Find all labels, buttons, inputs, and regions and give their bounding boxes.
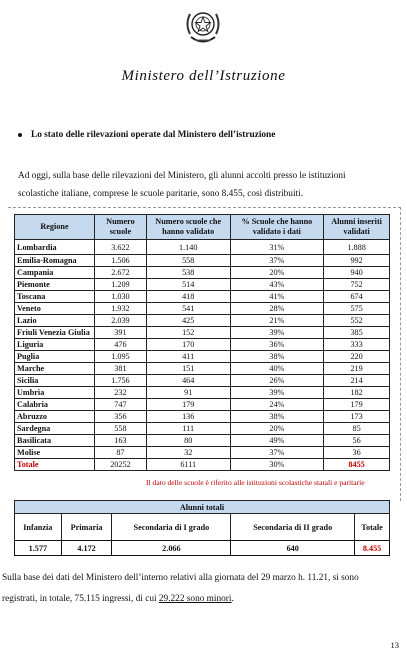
cell-alunni: 1.888 bbox=[324, 240, 390, 255]
cell-validato: 151 bbox=[146, 363, 230, 375]
cell-region: Calabria bbox=[15, 399, 95, 411]
totals-title: Alunni totali bbox=[15, 501, 390, 514]
intro-line-2: scolastiche italiane, comprese le scuole paritarie, sono 8.455, così distribuiti. bbox=[18, 189, 304, 199]
table-row bbox=[15, 399, 390, 411]
cell-validato: 111 bbox=[146, 423, 230, 435]
totals-value-primaria: 4.172 bbox=[61, 541, 112, 556]
cell-validato: 411 bbox=[146, 351, 230, 363]
cell-percentuale: 49% bbox=[230, 435, 324, 447]
totals-header-primaria: Primaria bbox=[61, 514, 112, 541]
cell-scuole: 87 bbox=[94, 447, 146, 459]
cell-percentuale: 37% bbox=[230, 255, 324, 267]
cell-validato: 136 bbox=[146, 411, 230, 423]
cell-alunni: 333 bbox=[324, 339, 390, 351]
table-row bbox=[15, 387, 390, 399]
table-row bbox=[15, 363, 390, 375]
cell-percentuale: 21% bbox=[230, 315, 324, 327]
cell-percentuale: 38% bbox=[230, 411, 324, 423]
cell-scuole: 476 bbox=[94, 339, 146, 351]
table-row bbox=[15, 447, 390, 459]
table-row bbox=[15, 339, 390, 351]
cell-region: Lombardia bbox=[15, 240, 95, 255]
cell-scuole: 3.622 bbox=[94, 240, 146, 255]
cell-scuole: 1.506 bbox=[94, 255, 146, 267]
cell-percentuale: 26% bbox=[230, 375, 324, 387]
cell-region: Emilia-Romagna bbox=[15, 255, 95, 267]
cell-alunni: 179 bbox=[324, 399, 390, 411]
cell-region: Veneto bbox=[15, 303, 95, 315]
cell-validato: 80 bbox=[146, 435, 230, 447]
cell-alunni: 992 bbox=[324, 255, 390, 267]
cell-percentuale: 20% bbox=[230, 423, 324, 435]
cell-alunni: 56 bbox=[324, 435, 390, 447]
cell-alunni: 674 bbox=[324, 291, 390, 303]
cell-percentuale: 36% bbox=[230, 339, 324, 351]
cell-scuole: 2.672 bbox=[94, 267, 146, 279]
cell-scuole: 1.030 bbox=[94, 291, 146, 303]
cell-alunni: 219 bbox=[324, 363, 390, 375]
cell-alunni: 220 bbox=[324, 351, 390, 363]
cell-alunni: 36 bbox=[324, 447, 390, 459]
section-heading bbox=[18, 130, 275, 140]
cell-region: Abruzzo bbox=[15, 411, 95, 423]
cell-validato: 514 bbox=[146, 279, 230, 291]
table-total-row bbox=[15, 459, 390, 471]
cell-scuole: 356 bbox=[94, 411, 146, 423]
cell-scuole: 2.039 bbox=[94, 315, 146, 327]
cell-alunni: 182 bbox=[324, 387, 390, 399]
table-row bbox=[15, 411, 390, 423]
col-header-scuole-validato: Numero scuole che hanno validato bbox=[146, 215, 230, 240]
cell-region: Puglia bbox=[15, 351, 95, 363]
cell-validato: 538 bbox=[146, 267, 230, 279]
total-scuole: 20252 bbox=[94, 459, 146, 471]
totals-value-secondaria-2: 640 bbox=[231, 541, 355, 556]
col-header-regione: Regione bbox=[15, 215, 95, 240]
cell-validato: 558 bbox=[146, 255, 230, 267]
cell-region: Sardegna bbox=[15, 423, 95, 435]
table-header-row bbox=[15, 215, 390, 240]
closing-minors-count: 29.222 sono minori bbox=[158, 594, 232, 604]
cell-region: Molise bbox=[15, 447, 95, 459]
cell-percentuale: 41% bbox=[230, 291, 324, 303]
closing-line-2 bbox=[2, 589, 405, 610]
bullet-icon bbox=[18, 133, 22, 137]
cell-percentuale: 39% bbox=[230, 387, 324, 399]
cell-alunni: 85 bbox=[324, 423, 390, 435]
cell-percentuale: 37% bbox=[230, 447, 324, 459]
intro-paragraph bbox=[18, 167, 393, 203]
closing-line-2-post: . bbox=[231, 594, 234, 604]
totals-value-secondaria-1: 2.066 bbox=[112, 541, 231, 556]
col-header-alunni: Alunni inseriti validati bbox=[324, 215, 390, 240]
cell-percentuale: 20% bbox=[230, 267, 324, 279]
cell-scuole: 232 bbox=[94, 387, 146, 399]
cell-region: Umbria bbox=[15, 387, 95, 399]
cell-alunni: 385 bbox=[324, 327, 390, 339]
cell-validato: 170 bbox=[146, 339, 230, 351]
table-row bbox=[15, 303, 390, 315]
total-validato: 6111 bbox=[146, 459, 230, 471]
table-row bbox=[15, 327, 390, 339]
cell-alunni: 552 bbox=[324, 315, 390, 327]
cell-percentuale: 43% bbox=[230, 279, 324, 291]
cell-scuole: 381 bbox=[94, 363, 146, 375]
cell-region: Campania bbox=[15, 267, 95, 279]
cell-validato: 152 bbox=[146, 327, 230, 339]
cell-percentuale: 39% bbox=[230, 327, 324, 339]
totals-value-row bbox=[15, 541, 390, 556]
table-row bbox=[15, 315, 390, 327]
closing-line-2-pre: registrati, in totale, 75.115 ingressi, di cui bbox=[2, 594, 159, 604]
cell-validato: 91 bbox=[146, 387, 230, 399]
totals-value-infanzia: 1.577 bbox=[15, 541, 62, 556]
cell-region: Marche bbox=[15, 363, 95, 375]
section-heading-text: Lo stato delle rilevazioni operate dal Ministero dell’istruzione bbox=[31, 130, 276, 140]
cell-region: Sicilia bbox=[15, 375, 95, 387]
closing-paragraph bbox=[2, 568, 405, 610]
totals-table bbox=[14, 500, 390, 556]
cell-percentuale: 38% bbox=[230, 351, 324, 363]
table-row bbox=[15, 279, 390, 291]
totals-header-secondaria-2: Secondaria di II grado bbox=[231, 514, 355, 541]
cell-region: Toscana bbox=[15, 291, 95, 303]
cell-validato: 541 bbox=[146, 303, 230, 315]
table-row bbox=[15, 240, 390, 255]
table-row bbox=[15, 351, 390, 363]
regions-table bbox=[14, 214, 390, 471]
totals-header-totale: Totale bbox=[355, 514, 390, 541]
cell-alunni: 173 bbox=[324, 411, 390, 423]
italian-republic-emblem-icon bbox=[182, 4, 224, 48]
totals-value-totale: 8.455 bbox=[355, 541, 390, 556]
cell-percentuale: 31% bbox=[230, 240, 324, 255]
cell-validato: 179 bbox=[146, 399, 230, 411]
totals-header-secondaria-1: Secondaria di I grado bbox=[112, 514, 231, 541]
cell-scuole: 747 bbox=[94, 399, 146, 411]
total-percentuale: 30% bbox=[230, 459, 324, 471]
table-row bbox=[15, 435, 390, 447]
cell-alunni: 752 bbox=[324, 279, 390, 291]
cell-region: Liguria bbox=[15, 339, 95, 351]
col-header-percentuale: % Scuole che hanno validato i dati bbox=[230, 215, 324, 240]
totals-title-row bbox=[15, 501, 390, 514]
cell-validato: 425 bbox=[146, 315, 230, 327]
cell-percentuale: 24% bbox=[230, 399, 324, 411]
table-row bbox=[15, 375, 390, 387]
cell-scuole: 1.095 bbox=[94, 351, 146, 363]
cell-scuole: 1.756 bbox=[94, 375, 146, 387]
cell-percentuale: 40% bbox=[230, 363, 324, 375]
cell-validato: 418 bbox=[146, 291, 230, 303]
cell-validato: 464 bbox=[146, 375, 230, 387]
cell-region: Basilicata bbox=[15, 435, 95, 447]
total-label: Totale bbox=[15, 459, 95, 471]
table-row bbox=[15, 255, 390, 267]
cell-scuole: 558 bbox=[94, 423, 146, 435]
col-header-numero-scuole: Numero scuole bbox=[94, 215, 146, 240]
closing-line-1: Sulla base dei dati del Ministero dell’interno relativi alla giornata del 29 marzo h. 11.21, si sono bbox=[2, 573, 359, 583]
cell-region: Piemonte bbox=[15, 279, 95, 291]
cell-alunni: 575 bbox=[324, 303, 390, 315]
cell-region: Lazio bbox=[15, 315, 95, 327]
table-row bbox=[15, 423, 390, 435]
table-row bbox=[15, 267, 390, 279]
cell-validato: 32 bbox=[146, 447, 230, 459]
table-note: Il dato delle scuole è riferito alle istituzioni scolastiche statali e paritarie bbox=[146, 478, 365, 487]
cell-scuole: 1.932 bbox=[94, 303, 146, 315]
cell-scuole: 1.209 bbox=[94, 279, 146, 291]
intro-line-1: Ad oggi, sulla base delle rilevazioni del Ministero, gli alunni accolti presso le istituzioni bbox=[18, 171, 346, 181]
ministry-title: Ministero dell’Istruzione bbox=[121, 68, 286, 84]
cell-scuole: 163 bbox=[94, 435, 146, 447]
cell-region: Friuli Venezia Giulia bbox=[15, 327, 95, 339]
cell-percentuale: 28% bbox=[230, 303, 324, 315]
cell-alunni: 214 bbox=[324, 375, 390, 387]
cell-scuole: 391 bbox=[94, 327, 146, 339]
cell-validato: 1.140 bbox=[146, 240, 230, 255]
page-number: 13 bbox=[390, 640, 399, 650]
table-row bbox=[15, 291, 390, 303]
total-alunni: 8455 bbox=[324, 459, 390, 471]
cell-alunni: 940 bbox=[324, 267, 390, 279]
totals-header-row bbox=[15, 514, 390, 541]
totals-header-infanzia: Infanzia bbox=[15, 514, 62, 541]
